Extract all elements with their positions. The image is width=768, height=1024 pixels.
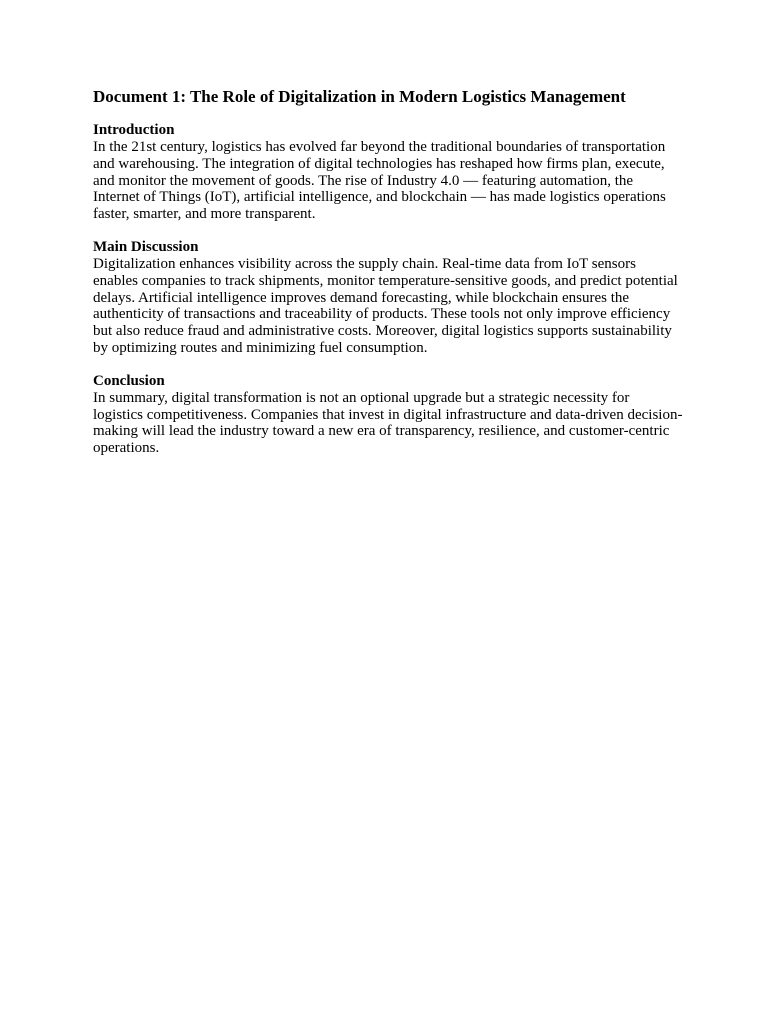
section-heading: Conclusion bbox=[93, 372, 165, 389]
section-body: Digitalization enhances visibility across the supply chain. Real-time data from IoT sensors enables companies to track shipments, monitor temperature-sensitive goods, and predict potential delays. Artificial intelligence improves demand forecasting, while blockchain ensures the authenticity of transactions and traceability of products. These tools not only improve efficiency but also reduce fraud and administrative costs. Moreover, digital logistics supports sustainability by optimizing routes and minimizing fuel consumption. bbox=[93, 255, 678, 356]
section-heading: Introduction bbox=[93, 122, 175, 138]
section-heading: Main Discussion bbox=[93, 238, 199, 255]
document-title: Document 1: The Role of Digitalization in Modern Logistics Management bbox=[93, 87, 626, 106]
section-main-discussion bbox=[93, 239, 683, 357]
section-introduction bbox=[93, 122, 683, 223]
section-body: In the 21st century, logistics has evolved far beyond the traditional boundaries of transportation and warehousing. The integration of digital technologies has reshaped how firms plan, execute, and monitor the movement of goods. The rise of Industry 4.0 — featuring automation, the Internet of Things (IoT), artificial intelligence, and blockchain — has made logistics operations faster, smarter, and more transparent. bbox=[93, 139, 666, 223]
document-page bbox=[93, 86, 683, 473]
section-conclusion bbox=[93, 373, 683, 457]
section-body: In summary, digital transformation is not an optional upgrade but a strategic necessity for logistics competitiveness. Companies that invest in digital infrastructure and data-driven decision-making will lead the industry toward a new era of transparency, resilience, and customer-centric operations. bbox=[93, 389, 683, 457]
